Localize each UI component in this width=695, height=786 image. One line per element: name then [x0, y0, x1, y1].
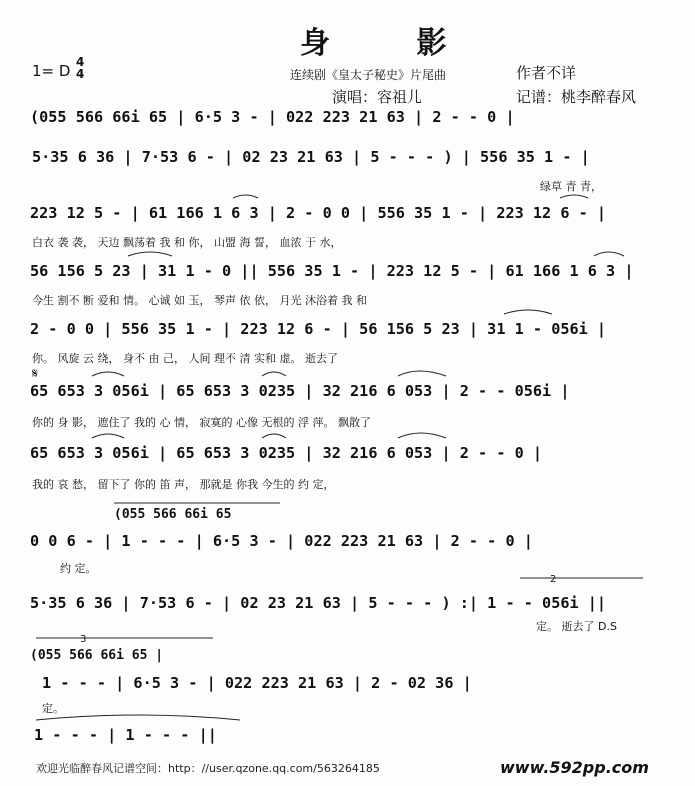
author: 作者不详 — [516, 64, 577, 82]
slur-row3-b — [560, 195, 588, 198]
music-row-5: 2 - 0 0 | 556 35 1 - | 223 12 6 - | 56 156 5 23 | 31 1 - 056i | — [30, 320, 607, 338]
time-bottom: 4 — [76, 67, 85, 81]
music-row-6: 65 653 3 056i | 65 653 3 0235 | 32 216 6 053 | 2 - - 056i | — [30, 382, 570, 400]
lyric-row-9: 约 定。 — [60, 562, 97, 575]
slur-end — [36, 715, 240, 720]
segno-marker: 𝄋 — [32, 366, 39, 382]
music-row-10: 5·35 6 36 | 7·53 6 - | 02 23 21 63 | 5 - - - ) :| 1 - - 056i || — [30, 594, 607, 612]
slur-row4-a — [128, 252, 172, 256]
lyric-row-3: 白衣 袭 袭， 天边 飘荡着 我 和 你， 山盟 海 誓， 血浓 于 水， — [32, 236, 342, 249]
slur-row6-b — [262, 372, 286, 376]
lyric-row-7: 我的 哀 愁， 留下了 你的 笛 声， 那就是 你我 今生的 约 定， — [32, 478, 335, 491]
slur-row3-a — [233, 195, 258, 198]
slur-row7-a — [92, 434, 124, 438]
music-row-1: (055 566 66i 65 | 6·5 3 - | 022 223 21 63 | 2 - - 0 | — [30, 108, 515, 126]
music-row-7: 65 653 3 056i | 65 653 3 0235 | 32 216 6 053 | 2 - - 0 | — [30, 444, 543, 462]
footer-note: 欢迎光临醉春风记谱空间：http：//user.qzone.qq.com/563264185 — [36, 762, 380, 775]
lyric-row-6: 你的 身 影， 遮住了 我的 心 情， 寂寞的 心像 无根的 浮 萍。 飘散了 — [32, 416, 371, 429]
music-row-2: 5·35 6 36 | 7·53 6 - | 02 23 21 63 | 5 - - - ) | 556 35 1 - | — [32, 148, 590, 166]
slur-row7-b — [262, 434, 286, 438]
lyric-row-5: 你。 风旋 云 绕， 身不 由 己， 人间 理不 清 实和 虚。 逝去了 — [32, 352, 338, 365]
subtitle: 连续剧《皇太子秘史》片尾曲 — [290, 68, 447, 82]
slur-row4-b — [594, 252, 624, 256]
site-watermark: www.592pp.com — [500, 758, 649, 777]
music-row-8: (055 566 66i 65 — [114, 507, 232, 522]
slur-row5-a — [504, 310, 552, 314]
key-signature: 1= D — [32, 62, 71, 80]
music-row-9: 0 0 6 - | 1 - - - | 6·5 3 - | 022 223 21 63 | 2 - - 0 | — [30, 532, 533, 550]
lyric-row-4: 今生 割不 断 爱和 情。 心诚 如 玉， 琴声 依 依， 月光 沐浴着 我 和 — [32, 294, 367, 307]
time-top: 4 — [76, 55, 85, 69]
music-row-13: 1 - - - | 1 - - - || — [34, 726, 217, 744]
slur-row6-c — [398, 371, 446, 376]
music-row-3: 223 12 5 - | 61 166 1 6 3 | 2 - 0 0 | 556 35 1 - | 223 12 6 - | — [30, 204, 607, 222]
lyric-row-10: 定。 逝去了 D.S — [536, 620, 617, 633]
page-title: 身 影 — [300, 26, 485, 61]
lyric-row-2: 绿草 青 青， — [540, 180, 602, 193]
music-row-12: 1 - - - | 6·5 3 - | 022 223 21 63 | 2 - 02 36 | — [42, 674, 472, 692]
recorder: 记谱：桃李醉春风 — [516, 88, 637, 106]
music-row-11: (055 566 66i 65 | — [30, 648, 164, 663]
volta-3-label: 3 — [80, 634, 87, 645]
music-row-4: 56 156 5 23 | 31 1 - 0 || 556 35 1 - | 223 12 5 - | 61 166 1 6 3 | — [30, 262, 634, 280]
slur-row7-c — [398, 433, 446, 438]
volta-2-label: 2 — [550, 574, 557, 585]
singer: 演唱：容祖儿 — [332, 88, 423, 106]
slur-row6-a — [92, 372, 124, 376]
lyric-row-12: 定。 — [42, 702, 64, 715]
